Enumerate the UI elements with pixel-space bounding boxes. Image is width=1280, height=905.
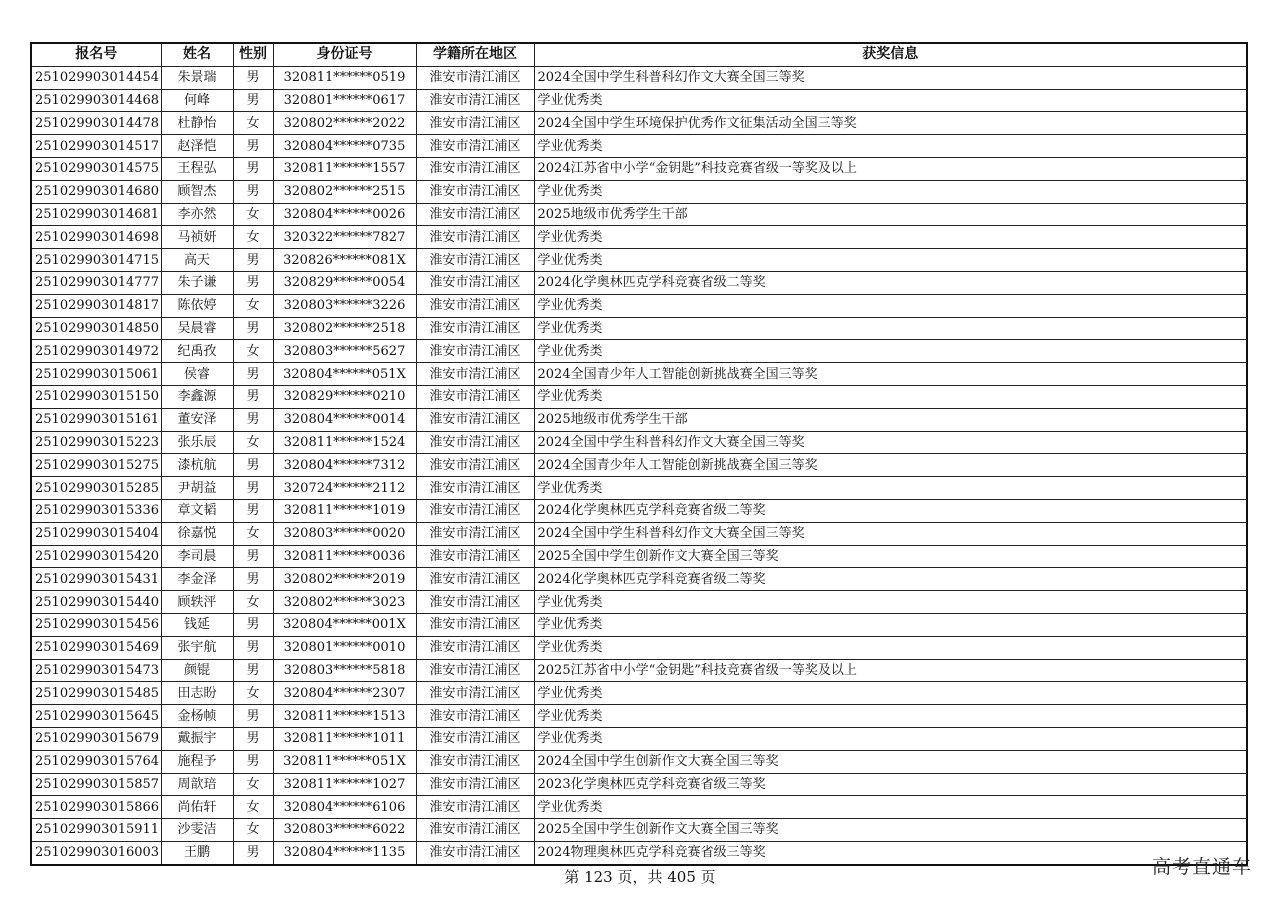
cell-name: 顾智杰: [161, 180, 233, 203]
cell-gender: 男: [233, 249, 273, 272]
cell-award-info: 2024全国青少年人工智能创新挑战赛全国三等奖: [534, 454, 1247, 477]
cell-gender: 女: [233, 112, 273, 135]
cell-id-number: 320804******0014: [273, 408, 416, 431]
cell-registration-number: 251029903014454: [31, 66, 161, 89]
cell-gender: 男: [233, 636, 273, 659]
cell-gender: 男: [233, 89, 273, 112]
cell-registration-number: 251029903014680: [31, 180, 161, 203]
cell-registration-number: 251029903014468: [31, 89, 161, 112]
cell-registration-number: 251029903015420: [31, 545, 161, 568]
cell-region: 淮安市清江浦区: [416, 773, 534, 796]
table-row: [31, 317, 1247, 340]
table-row: [31, 636, 1247, 659]
cell-name: 田志盼: [161, 682, 233, 705]
cell-award-info: 学业优秀类: [534, 317, 1247, 340]
table-row: [31, 705, 1247, 728]
cell-award-info: 2024全国中学生科普科幻作文大赛全国三等奖: [534, 431, 1247, 454]
cell-registration-number: 251029903015469: [31, 636, 161, 659]
cell-registration-number: 251029903014698: [31, 226, 161, 249]
header-name: 姓名: [161, 43, 233, 66]
cell-region: 淮安市清江浦区: [416, 408, 534, 431]
table-row: [31, 727, 1247, 750]
cell-award-info: 学业优秀类: [534, 613, 1247, 636]
cell-gender: 男: [233, 568, 273, 591]
cell-id-number: 320804******0735: [273, 135, 416, 158]
cell-id-number: 320802******2518: [273, 317, 416, 340]
cell-id-number: 320724******2112: [273, 477, 416, 500]
cell-registration-number: 251029903015431: [31, 568, 161, 591]
cell-id-number: 320811******0519: [273, 66, 416, 89]
header-region: 学籍所在地区: [416, 43, 534, 66]
cell-id-number: 320803******6022: [273, 819, 416, 842]
cell-registration-number: 251029903014681: [31, 203, 161, 226]
cell-region: 淮安市清江浦区: [416, 135, 534, 158]
cell-id-number: 320811******0036: [273, 545, 416, 568]
cell-registration-number: 251029903014478: [31, 112, 161, 135]
cell-region: 淮安市清江浦区: [416, 613, 534, 636]
cell-gender: 男: [233, 180, 273, 203]
cell-region: 淮安市清江浦区: [416, 705, 534, 728]
cell-region: 淮安市清江浦区: [416, 636, 534, 659]
cell-id-number: 320804******2307: [273, 682, 416, 705]
table-row: [31, 249, 1247, 272]
cell-gender: 男: [233, 841, 273, 864]
cell-registration-number: 251029903015223: [31, 431, 161, 454]
header-registration-number: 报名号: [31, 43, 161, 66]
cell-name: 沙雯洁: [161, 819, 233, 842]
cell-award-info: 2024化学奥林匹克学科竞赛省级二等奖: [534, 271, 1247, 294]
table-row: [31, 203, 1247, 226]
cell-id-number: 320802******3023: [273, 591, 416, 614]
cell-award-info: 2025江苏省中小学“金钥匙”科技竞赛省级一等奖及以上: [534, 659, 1247, 682]
cell-award-info: 2024全国中学生创新作文大赛全国三等奖: [534, 750, 1247, 773]
cell-award-info: 学业优秀类: [534, 591, 1247, 614]
cell-gender: 女: [233, 203, 273, 226]
cell-award-info: 学业优秀类: [534, 180, 1247, 203]
cell-id-number: 320804******0026: [273, 203, 416, 226]
cell-award-info: 学业优秀类: [534, 385, 1247, 408]
cell-name: 徐嘉悦: [161, 522, 233, 545]
cell-award-info: 2025地级市优秀学生干部: [534, 408, 1247, 431]
table-row: [31, 682, 1247, 705]
cell-name: 王鹏: [161, 841, 233, 864]
cell-name: 何峰: [161, 89, 233, 112]
cell-award-info: 学业优秀类: [534, 636, 1247, 659]
header-id-number: 身份证号: [273, 43, 416, 66]
cell-id-number: 320803******5627: [273, 340, 416, 363]
table-row: [31, 499, 1247, 522]
cell-id-number: 320801******0010: [273, 636, 416, 659]
cell-id-number: 320811******1524: [273, 431, 416, 454]
cell-name: 赵泽恺: [161, 135, 233, 158]
cell-id-number: 320811******051X: [273, 750, 416, 773]
cell-registration-number: 251029903014517: [31, 135, 161, 158]
cell-name: 施程予: [161, 750, 233, 773]
cell-name: 马祯妍: [161, 226, 233, 249]
cell-name: 周歆琣: [161, 773, 233, 796]
cell-registration-number: 251029903015645: [31, 705, 161, 728]
cell-id-number: 320803******3226: [273, 294, 416, 317]
cell-registration-number: 251029903015336: [31, 499, 161, 522]
cell-gender: 男: [233, 454, 273, 477]
table-row: [31, 66, 1247, 89]
header-gender: 性别: [233, 43, 273, 66]
cell-gender: 女: [233, 773, 273, 796]
cell-region: 淮安市清江浦区: [416, 226, 534, 249]
cell-name: 董安泽: [161, 408, 233, 431]
cell-gender: 男: [233, 66, 273, 89]
cell-gender: 女: [233, 431, 273, 454]
cell-region: 淮安市清江浦区: [416, 727, 534, 750]
cell-registration-number: 251029903015440: [31, 591, 161, 614]
watermark-text: 高考直通车: [1151, 856, 1252, 878]
cell-gender: 男: [233, 385, 273, 408]
cell-gender: 男: [233, 317, 273, 340]
cell-gender: 女: [233, 340, 273, 363]
cell-id-number: 320811******1019: [273, 499, 416, 522]
cell-region: 淮安市清江浦区: [416, 317, 534, 340]
table-row: [31, 591, 1247, 614]
table-row: [31, 522, 1247, 545]
cell-region: 淮安市清江浦区: [416, 340, 534, 363]
cell-award-info: 学业优秀类: [534, 249, 1247, 272]
cell-gender: 男: [233, 750, 273, 773]
cell-region: 淮安市清江浦区: [416, 271, 534, 294]
cell-gender: 女: [233, 591, 273, 614]
cell-region: 淮安市清江浦区: [416, 157, 534, 180]
cell-name: 钱延: [161, 613, 233, 636]
cell-name: 朱景瑞: [161, 66, 233, 89]
cell-id-number: 320802******2022: [273, 112, 416, 135]
cell-id-number: 320804******6106: [273, 796, 416, 819]
cell-name: 李鑫源: [161, 385, 233, 408]
cell-name: 尚佑轩: [161, 796, 233, 819]
cell-gender: 男: [233, 157, 273, 180]
cell-region: 淮安市清江浦区: [416, 750, 534, 773]
cell-registration-number: 251029903016003: [31, 841, 161, 864]
cell-award-info: 2023化学奥林匹克学科竞赛省级三等奖: [534, 773, 1247, 796]
cell-region: 淮安市清江浦区: [416, 522, 534, 545]
cell-registration-number: 251029903015911: [31, 819, 161, 842]
cell-region: 淮安市清江浦区: [416, 841, 534, 864]
header-award-info: 获奖信息: [534, 43, 1247, 66]
table-row: [31, 568, 1247, 591]
awards-table: [30, 42, 1248, 866]
cell-award-info: 学业优秀类: [534, 294, 1247, 317]
cell-award-info: 2025全国中学生创新作文大赛全国三等奖: [534, 819, 1247, 842]
cell-registration-number: 251029903015485: [31, 682, 161, 705]
cell-name: 顾轶泙: [161, 591, 233, 614]
cell-registration-number: 251029903015161: [31, 408, 161, 431]
cell-name: 尹胡益: [161, 477, 233, 500]
cell-registration-number: 251029903015473: [31, 659, 161, 682]
table-row: [31, 819, 1247, 842]
cell-region: 淮安市清江浦区: [416, 431, 534, 454]
cell-name: 高天: [161, 249, 233, 272]
cell-id-number: 320802******2019: [273, 568, 416, 591]
cell-registration-number: 251029903015404: [31, 522, 161, 545]
cell-registration-number: 251029903015275: [31, 454, 161, 477]
cell-name: 戴振宇: [161, 727, 233, 750]
table-row: [31, 112, 1247, 135]
cell-registration-number: 251029903014817: [31, 294, 161, 317]
cell-id-number: 320803******0020: [273, 522, 416, 545]
cell-gender: 男: [233, 499, 273, 522]
cell-name: 纪禹孜: [161, 340, 233, 363]
table-row: [31, 157, 1247, 180]
cell-region: 淮安市清江浦区: [416, 294, 534, 317]
cell-gender: 男: [233, 545, 273, 568]
table-row: [31, 363, 1247, 386]
table-row: [31, 226, 1247, 249]
cell-gender: 女: [233, 796, 273, 819]
cell-id-number: 320829******0054: [273, 271, 416, 294]
cell-award-info: 2025地级市优秀学生干部: [534, 203, 1247, 226]
cell-name: 王程弘: [161, 157, 233, 180]
cell-name: 吴晨睿: [161, 317, 233, 340]
cell-id-number: 320804******7312: [273, 454, 416, 477]
cell-registration-number: 251029903014850: [31, 317, 161, 340]
table-row: [31, 545, 1247, 568]
cell-registration-number: 251029903014575: [31, 157, 161, 180]
cell-id-number: 320322******7827: [273, 226, 416, 249]
cell-id-number: 320826******081X: [273, 249, 416, 272]
table-row: [31, 477, 1247, 500]
cell-gender: 男: [233, 135, 273, 158]
cell-registration-number: 251029903014777: [31, 271, 161, 294]
cell-registration-number: 251029903014972: [31, 340, 161, 363]
cell-gender: 女: [233, 819, 273, 842]
table-row: [31, 659, 1247, 682]
cell-region: 淮安市清江浦区: [416, 682, 534, 705]
cell-award-info: 学业优秀类: [534, 727, 1247, 750]
cell-name: 朱子谦: [161, 271, 233, 294]
cell-region: 淮安市清江浦区: [416, 591, 534, 614]
cell-registration-number: 251029903015150: [31, 385, 161, 408]
cell-region: 淮安市清江浦区: [416, 454, 534, 477]
cell-region: 淮安市清江浦区: [416, 659, 534, 682]
table-row: [31, 135, 1247, 158]
cell-region: 淮安市清江浦区: [416, 385, 534, 408]
cell-region: 淮安市清江浦区: [416, 363, 534, 386]
cell-gender: 女: [233, 522, 273, 545]
cell-award-info: 学业优秀类: [534, 340, 1247, 363]
cell-id-number: 320804******1135: [273, 841, 416, 864]
cell-award-info: 学业优秀类: [534, 89, 1247, 112]
cell-gender: 男: [233, 613, 273, 636]
table-row: [31, 750, 1247, 773]
cell-region: 淮安市清江浦区: [416, 499, 534, 522]
table-row: [31, 180, 1247, 203]
cell-registration-number: 251029903015456: [31, 613, 161, 636]
cell-id-number: 320803******5818: [273, 659, 416, 682]
table-row: [31, 841, 1247, 864]
cell-registration-number: 251029903015857: [31, 773, 161, 796]
cell-award-info: 2024物理奥林匹克学科竞赛省级三等奖: [534, 841, 1247, 864]
cell-registration-number: 251029903015679: [31, 727, 161, 750]
table-row: [31, 89, 1247, 112]
table-row: [31, 773, 1247, 796]
cell-registration-number: 251029903015866: [31, 796, 161, 819]
cell-id-number: 320801******0617: [273, 89, 416, 112]
cell-id-number: 320829******0210: [273, 385, 416, 408]
cell-name: 陈依婷: [161, 294, 233, 317]
cell-registration-number: 251029903015061: [31, 363, 161, 386]
cell-registration-number: 251029903015285: [31, 477, 161, 500]
cell-region: 淮安市清江浦区: [416, 477, 534, 500]
cell-name: 颜锟: [161, 659, 233, 682]
cell-gender: 男: [233, 727, 273, 750]
cell-gender: 女: [233, 682, 273, 705]
table-row: [31, 271, 1247, 294]
table-row: [31, 385, 1247, 408]
cell-award-info: 2024全国中学生科普科幻作文大赛全国三等奖: [534, 522, 1247, 545]
table-row: [31, 294, 1247, 317]
cell-region: 淮安市清江浦区: [416, 89, 534, 112]
cell-region: 淮安市清江浦区: [416, 112, 534, 135]
table-row: [31, 613, 1247, 636]
cell-gender: 男: [233, 408, 273, 431]
cell-registration-number: 251029903014715: [31, 249, 161, 272]
cell-gender: 男: [233, 705, 273, 728]
cell-award-info: 2024江苏省中小学“金钥匙”科技竞赛省级一等奖及以上: [534, 157, 1247, 180]
cell-id-number: 320811******1011: [273, 727, 416, 750]
cell-name: 李金泽: [161, 568, 233, 591]
table-row: [31, 796, 1247, 819]
cell-award-info: 2024全国中学生环境保护优秀作文征集活动全国三等奖: [534, 112, 1247, 135]
cell-id-number: 320811******1513: [273, 705, 416, 728]
cell-id-number: 320802******2515: [273, 180, 416, 203]
cell-award-info: 2024化学奥林匹克学科竞赛省级二等奖: [534, 499, 1247, 522]
cell-region: 淮安市清江浦区: [416, 545, 534, 568]
cell-gender: 女: [233, 226, 273, 249]
cell-region: 淮安市清江浦区: [416, 203, 534, 226]
cell-region: 淮安市清江浦区: [416, 796, 534, 819]
cell-name: 张乐辰: [161, 431, 233, 454]
cell-id-number: 320811******1027: [273, 773, 416, 796]
table-row: [31, 454, 1247, 477]
cell-award-info: 2025全国中学生创新作文大赛全国三等奖: [534, 545, 1247, 568]
cell-name: 杜静怡: [161, 112, 233, 135]
table-row: [31, 408, 1247, 431]
cell-name: 侯睿: [161, 363, 233, 386]
cell-award-info: 2024全国青少年人工智能创新挑战赛全国三等奖: [534, 363, 1247, 386]
cell-gender: 男: [233, 659, 273, 682]
cell-name: 张宇航: [161, 636, 233, 659]
cell-name: 漆杭航: [161, 454, 233, 477]
cell-id-number: 320811******1557: [273, 157, 416, 180]
cell-award-info: 学业优秀类: [534, 226, 1247, 249]
cell-id-number: 320804******051X: [273, 363, 416, 386]
cell-gender: 男: [233, 477, 273, 500]
cell-region: 淮安市清江浦区: [416, 568, 534, 591]
cell-award-info: 学业优秀类: [534, 796, 1247, 819]
cell-award-info: 2024化学奥林匹克学科竞赛省级二等奖: [534, 568, 1247, 591]
cell-name: 李司晨: [161, 545, 233, 568]
cell-award-info: 2024全国中学生科普科幻作文大赛全国三等奖: [534, 66, 1247, 89]
table-row: [31, 340, 1247, 363]
cell-region: 淮安市清江浦区: [416, 180, 534, 203]
cell-name: 李亦然: [161, 203, 233, 226]
cell-award-info: 学业优秀类: [534, 477, 1247, 500]
cell-gender: 男: [233, 271, 273, 294]
cell-registration-number: 251029903015764: [31, 750, 161, 773]
cell-region: 淮安市清江浦区: [416, 66, 534, 89]
cell-name: 金杨帧: [161, 705, 233, 728]
cell-award-info: 学业优秀类: [534, 705, 1247, 728]
cell-name: 章文韬: [161, 499, 233, 522]
table-header-row: [31, 43, 1247, 66]
table-body: [31, 66, 1247, 864]
cell-award-info: 学业优秀类: [534, 682, 1247, 705]
cell-region: 淮安市清江浦区: [416, 819, 534, 842]
cell-gender: 男: [233, 363, 273, 386]
cell-id-number: 320804******001X: [273, 613, 416, 636]
cell-region: 淮安市清江浦区: [416, 249, 534, 272]
cell-award-info: 学业优秀类: [534, 135, 1247, 158]
table-row: [31, 431, 1247, 454]
cell-gender: 女: [233, 294, 273, 317]
page-number: 第 123 页，共 405 页: [564, 868, 716, 886]
